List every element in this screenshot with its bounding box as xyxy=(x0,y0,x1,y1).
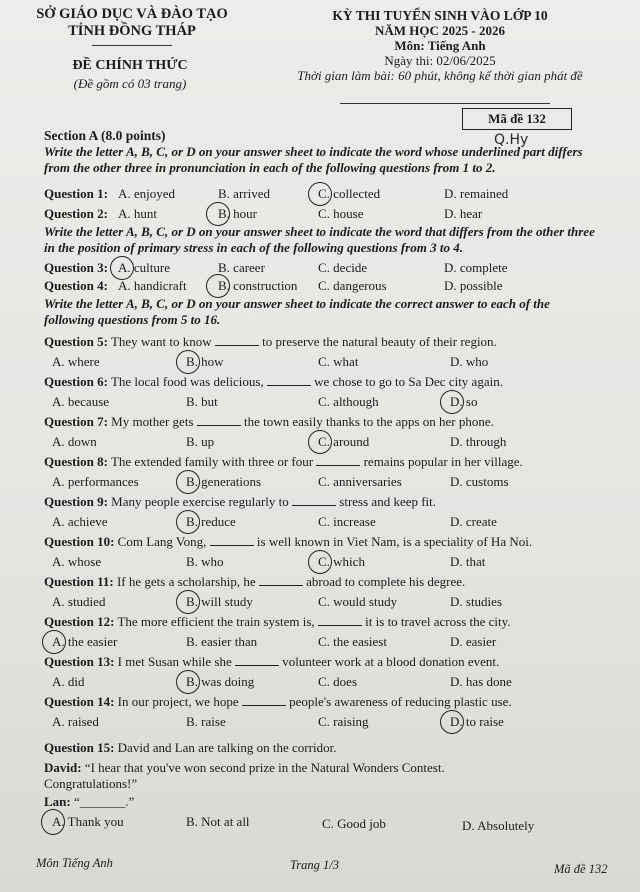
q5-option-c: C. what xyxy=(318,354,359,369)
subject: Môn: Tiếng Anh xyxy=(394,38,486,53)
department-header xyxy=(22,6,242,40)
question-stem-rest: we chose to go to Sa Dec city again. xyxy=(314,374,503,389)
answer-blank xyxy=(259,574,303,586)
question-label: Question 4: xyxy=(44,278,108,293)
question-8 xyxy=(44,454,523,470)
q14-option-d: D. to raise xyxy=(450,714,504,729)
q9-option-b: B. reduce xyxy=(186,514,236,529)
answer-circle xyxy=(440,710,464,734)
dialogue-david-cont: Congratulations!” xyxy=(44,776,138,791)
question-1 xyxy=(44,186,108,202)
speaker-label: David: xyxy=(44,760,82,775)
question-stem: David and Lan are talking on the corridor. xyxy=(117,740,337,755)
q6-option-d: D. so xyxy=(450,394,478,409)
exam-title: KỲ THI TUYỂN SINH VÀO LỚP 10 xyxy=(332,8,548,23)
exam-header xyxy=(260,8,620,83)
dialogue-lan xyxy=(44,794,134,810)
answer-blank xyxy=(267,374,311,386)
q4-option-a: A. handicraft xyxy=(118,278,187,293)
question-stem-rest: to preserve the natural beauty of their region. xyxy=(262,334,497,349)
q3-option-a: A. culture xyxy=(118,260,170,275)
q6-option-b: B. but xyxy=(186,394,218,409)
question-stem: The extended family with three or four xyxy=(110,454,314,469)
question-stem-rest: remains popular in her village. xyxy=(363,454,523,469)
answer-blank xyxy=(197,414,241,426)
q10-option-c: C. which xyxy=(318,554,365,569)
answer-circle xyxy=(176,590,200,614)
q6-option-c: C. although xyxy=(318,394,379,409)
q15-option-d: D. Absolutely xyxy=(462,818,535,833)
q14-option-a: A. raised xyxy=(52,714,99,729)
q2-option-a: A. hunt xyxy=(118,206,157,221)
answer-circle xyxy=(176,670,200,694)
q4-option-c: C. dangerous xyxy=(318,278,387,293)
question-5 xyxy=(44,334,497,350)
question-label: Question 12: xyxy=(44,614,115,629)
question-stem-rest: the town easily thanks to the apps on her phone. xyxy=(244,414,494,429)
question-3 xyxy=(44,260,108,276)
q7-option-c: C. around xyxy=(318,434,370,449)
answer-circle xyxy=(42,630,66,654)
question-stem: The local food was delicious, xyxy=(110,374,264,389)
question-label: Question 9: xyxy=(44,494,108,509)
question-stem-rest: it is to travel across the city. xyxy=(365,614,511,629)
department-name: SỞ GIÁO DỤC VÀ ĐÀO TẠO xyxy=(36,6,228,22)
q13-option-c: C. does xyxy=(318,674,357,689)
question-12 xyxy=(44,614,511,630)
question-stem: If he gets a scholarship, he xyxy=(116,574,256,589)
q10-option-b: B. who xyxy=(186,554,224,569)
question-2 xyxy=(44,206,108,222)
answer-blank xyxy=(316,454,360,466)
answer-circle xyxy=(110,256,134,280)
question-label: Question 14: xyxy=(44,694,115,709)
q1-option-d: D. remained xyxy=(444,186,509,201)
q11-option-d: D. studies xyxy=(450,594,502,609)
footer-code: Mã đề 132 xyxy=(554,862,608,876)
answer-blank xyxy=(210,534,254,546)
answer-circle xyxy=(206,274,230,298)
q10-option-a: A. whose xyxy=(52,554,102,569)
q8-option-a: A. performances xyxy=(52,474,139,489)
q2-option-c: C. house xyxy=(318,206,364,221)
exam-code-box: Mã đề 132 xyxy=(462,108,572,130)
q3-option-c: C. decide xyxy=(318,260,368,275)
question-label: Question 8: xyxy=(44,454,108,469)
answer-circle xyxy=(206,202,230,226)
question-label: Question 6: xyxy=(44,374,108,389)
q8-option-c: C. anniversaries xyxy=(318,474,402,489)
q5-option-d: D. who xyxy=(450,354,489,369)
q10-option-d: D. that xyxy=(450,554,486,569)
question-6 xyxy=(44,374,503,390)
q15-option-b: B. Not at all xyxy=(186,814,250,829)
question-label: Question 7: xyxy=(44,414,108,429)
school-year: NĂM HỌC 2025 - 2026 xyxy=(375,23,505,38)
question-15 xyxy=(44,740,336,756)
answer-blank xyxy=(235,654,279,666)
speaker-label: Lan: xyxy=(44,794,71,809)
q3-option-b: B. career xyxy=(218,260,265,275)
q13-option-d: D. has done xyxy=(450,674,512,689)
answer-circle xyxy=(176,350,200,374)
answer-blank xyxy=(318,614,362,626)
question-stem-rest: abroad to complete his degree. xyxy=(306,574,466,589)
question-stem: They want to know xyxy=(110,334,212,349)
header-divider xyxy=(92,45,172,46)
section-title: Section A (8.0 points) xyxy=(44,128,166,143)
question-stem: I met Susan while she xyxy=(117,654,232,669)
duration: 60 phút, không kể thời gian phát đề xyxy=(398,68,583,83)
question-label: Question 2: xyxy=(44,206,108,221)
answer-blank xyxy=(215,334,259,346)
q7-option-d: D. through xyxy=(450,434,507,449)
q6-option-a: A. because xyxy=(52,394,110,409)
answer-blank xyxy=(242,694,286,706)
province-name: TỈNH ĐỒNG THÁP xyxy=(68,23,196,39)
q7-option-a: A. down xyxy=(52,434,97,449)
question-13 xyxy=(44,654,499,670)
question-stem: The more efficient the train system is, xyxy=(117,614,315,629)
q2-option-b: B. hour xyxy=(218,206,257,221)
question-14 xyxy=(44,694,512,710)
q3-option-d: D. complete xyxy=(444,260,508,275)
q8-option-b: B. generations xyxy=(186,474,262,489)
dialogue-david xyxy=(44,760,445,776)
dialogue-text: “I hear that you've won second prize in the Natural Wonders Contest. xyxy=(84,760,445,775)
footer-page: Trang 1/3 xyxy=(290,858,339,872)
footer-subject: Môn Tiếng Anh xyxy=(36,856,113,870)
q5-option-b: B. how xyxy=(186,354,224,369)
q1-option-a: A. enjoyed xyxy=(118,186,176,201)
q5-option-a: A. where xyxy=(52,354,100,369)
question-label: Question 15: xyxy=(44,740,115,755)
answer-circle xyxy=(308,430,332,454)
answer-circle xyxy=(176,470,200,494)
handwritten-note: Q.Hy xyxy=(494,132,529,148)
answer-blank xyxy=(292,494,336,506)
answer-circle xyxy=(41,809,65,835)
q11-option-a: A. studied xyxy=(52,594,106,609)
q14-option-c: C. raising xyxy=(318,714,369,729)
question-stem-rest: stress and keep fit. xyxy=(339,494,437,509)
q15-option-c: C. Good job xyxy=(322,816,386,831)
q13-option-b: B. was doing xyxy=(186,674,255,689)
question-stem-rest: is well known in Viet Nam, is a speciality of Ha Noi. xyxy=(256,534,533,549)
q9-option-c: C. increase xyxy=(318,514,376,529)
q12-option-c: C. the easiest xyxy=(318,634,387,649)
q4-option-b: B. construction xyxy=(218,278,298,293)
pages-note: (Đề gồm có 03 trang) xyxy=(73,76,187,91)
official-label: ĐỀ CHÍNH THỨC xyxy=(72,58,188,73)
question-7 xyxy=(44,414,494,430)
q12-option-d: D. easier xyxy=(450,634,497,649)
q9-option-d: D. create xyxy=(450,514,497,529)
question-stem: In our project, we hope xyxy=(117,694,239,709)
q1-option-b: B. arrived xyxy=(218,186,270,201)
q11-option-b: B. will study xyxy=(186,594,253,609)
q1-option-c: C. collected xyxy=(318,186,381,201)
q11-option-c: C. would study xyxy=(318,594,398,609)
exam-header-divider xyxy=(340,103,550,104)
q15-option-a: A. Thank you xyxy=(52,814,124,829)
instruction-pronunciation: Write the letter A, B, C, or D on your answer sheet to indicate the word whose underlined part differs from the other three in pronunciation in each of the following questions from 1 to 2. xyxy=(44,144,583,175)
question-label: Question 3: xyxy=(44,260,108,275)
question-stem-rest: volunteer work at a blood donation event. xyxy=(282,654,500,669)
question-stem: My mother gets xyxy=(111,414,194,429)
dialogue-text: “_______.” xyxy=(73,794,135,809)
question-10 xyxy=(44,534,532,550)
q2-option-d: D. hear xyxy=(444,206,483,221)
question-label: Question 13: xyxy=(44,654,115,669)
q4-option-d: D. possible xyxy=(444,278,503,293)
question-stem-rest: people's awareness of reducing plastic use. xyxy=(289,694,512,709)
q13-option-a: A. did xyxy=(52,674,85,689)
duration-prefix: Thời gian làm bài: xyxy=(297,68,395,83)
question-11 xyxy=(44,574,465,590)
question-stem: Many people exercise regularly to xyxy=(111,494,289,509)
q12-option-b: B. easier than xyxy=(186,634,258,649)
question-label: Question 10: xyxy=(44,534,115,549)
q14-option-b: B. raise xyxy=(186,714,226,729)
question-label: Question 1: xyxy=(44,186,108,201)
question-label: Question 11: xyxy=(44,574,114,589)
duration-line xyxy=(260,68,620,83)
question-9 xyxy=(44,494,436,510)
answer-circle xyxy=(440,390,464,414)
question-4 xyxy=(44,278,108,294)
instruction-stress: Write the letter A, B, C, or D on your answer sheet to indicate the word that differs from the other three in the position of primary stress in each of the following questions from 3 to 4. xyxy=(44,224,595,255)
q12-option-a: A. the easier xyxy=(52,634,118,649)
answer-circle xyxy=(176,510,200,534)
q7-option-b: B. up xyxy=(186,434,215,449)
exam-date: Ngày thi: 02/06/2025 xyxy=(384,53,496,68)
q9-option-a: A. achieve xyxy=(52,514,108,529)
instruction-mcq: Write the letter A, B, C, or D on your answer sheet to indicate the correct answer to each of the following questions from 5 to 16. xyxy=(44,296,550,327)
answer-circle xyxy=(308,182,332,206)
question-label: Question 5: xyxy=(44,334,108,349)
answer-circle xyxy=(308,550,332,574)
q8-option-d: D. customs xyxy=(450,474,509,489)
question-stem: Com Lang Vong, xyxy=(117,534,207,549)
